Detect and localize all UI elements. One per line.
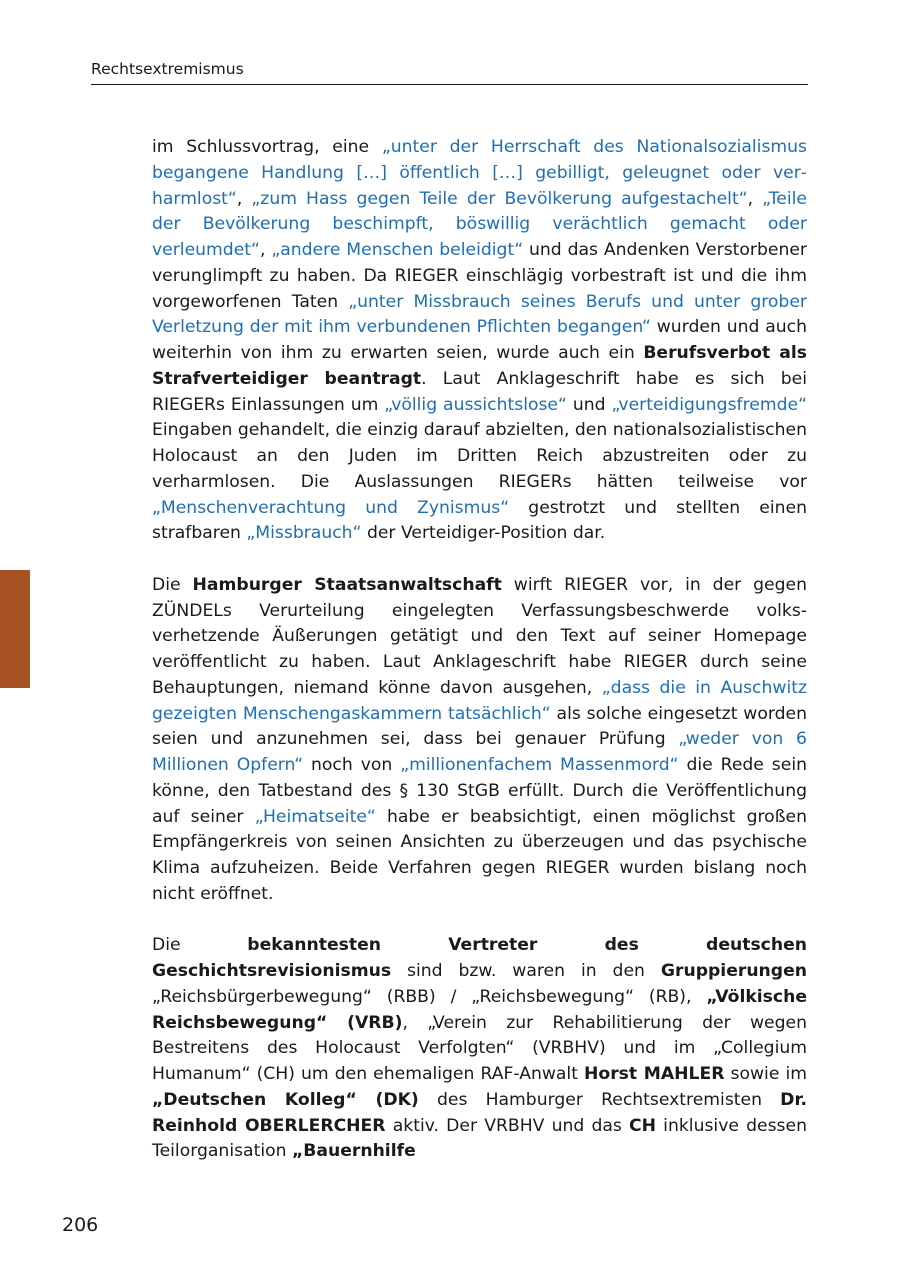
text-segment: , (259, 240, 272, 260)
bold-segment: Gruppierungen (660, 961, 807, 981)
text-segment: sowie im (724, 1064, 807, 1084)
text-segment: des Hamburger Rechtsextremisten (418, 1089, 781, 1110)
text-segment: , „Verein zur Rehabilitierung der wegen Bestreitens des Holocaust Verfolgten“ (VRBHV) und im „Collegium Humanum“ (CH) um den ehemaligen RAF-Anwalt (152, 1012, 807, 1084)
quote-segment: „unter der Herrschaft des Nationalsozialismus begangene Handlung […] öffentlich […] gebilligt, geleugnet oder verharmlost“ (152, 137, 807, 209)
running-header: Rechtsextremismus (91, 60, 244, 78)
bold-segment: „Deutschen Kolleg“ (DK) (152, 1089, 419, 1110)
text-segment: , (236, 188, 252, 209)
text-segment: Eingaben gehandelt, die einzig darauf abzielten, den nationalsozialistischen Holocaust an den Juden im Dritten Reich abzustreiten oder zu verharmlosen. Die Auslassungen RIEGERs hätten teilweise vor (152, 420, 807, 492)
bold-segment: „Völkische Reichsbewegung“ (VRB) (152, 986, 807, 1033)
text-segment: die Rede sein könne, den Tatbestand des § 130 StGB erfüllt. Durch die Veröffentlichung auf seiner (152, 755, 807, 827)
quote-segment: „weder von 6 Millionen Opfern“ (152, 729, 807, 775)
bold-segment: Berufsverbot als Strafverteidiger beantragt (152, 343, 807, 389)
text-segment: im Schlussvortrag, eine (152, 137, 382, 157)
text-segment: und (566, 394, 612, 415)
quote-segment: „Missbrauch“ (246, 523, 362, 544)
text-segment: wirft RIEGER vor, in der gegen ZÜNDELs Verurteilung eingelegten Verfassungsbeschwerde volksverhetzende Äußerungen getätigt und den Text auf seiner Homepage veröffentlicht zu haben. Laut Anklageschrift habe RIEGER durch seine Behauptungen, niemand könne davon ausgehen, (152, 574, 807, 698)
quote-segment: „andere Menschen beleidigt“ (271, 240, 524, 260)
text-segment: , (747, 188, 763, 209)
paragraph-3 (152, 933, 807, 1165)
text-segment: habe er beabsichtigt, einen möglichst großen Empfängerkreis von seinen Ansichten zu überzeugen und das psychische Klima aufzuheizen. Beide Verfahren gegen RIEGER wurden bislang noch nicht eröffnet. (152, 806, 807, 904)
quote-segment: „dass die in Auschwitz gezeigten Menschengaskammern tatsächlich“ (152, 677, 807, 724)
quote-segment: „millionenfachem Massenmord“ (400, 755, 679, 775)
paragraph-2 (152, 573, 807, 908)
quote-segment: „völlig aussichtslose“ (384, 394, 567, 415)
quote-segment: „Menschenverachtung und Zynismus“ (152, 497, 510, 518)
text-segment: wurden und auch weiterhin von ihm zu erwarten seien, wurde auch ein (152, 317, 808, 363)
bold-segment: CH (629, 1115, 657, 1136)
text-segment: gestrotzt und stellten einen strafbaren (152, 497, 808, 544)
quote-segment: „unter Missbrauch seines Berufs und unter grober Verletzung der mit ihm verbundenen Pflichten begangen“ (152, 291, 807, 338)
bold-segment: Horst MAHLER (584, 1064, 725, 1084)
text-segment: noch von (303, 755, 401, 775)
quote-segment: „verteidigungsfremde“ (611, 394, 807, 415)
bold-segment: bekanntesten Vertreter des deutschen Geschichtsrevisionismus (152, 935, 807, 981)
bold-segment: Hamburger Staatsanwaltschaft (192, 574, 502, 595)
quote-segment: „zum Hass gegen Teile der Bevölkerung aufgestachelt“ (251, 188, 748, 209)
text-segment: „Reichsbürgerbewegung“ (RBB) / „Reichsbewegung“ (RB), (152, 986, 707, 1007)
bold-segment: „Bauernhilfe (291, 1141, 416, 1162)
quote-segment: „Heimatseite“ (254, 806, 376, 827)
text-segment: aktiv. Der VRBHV und das (385, 1115, 630, 1136)
body-text (152, 135, 807, 1191)
paragraph-1 (152, 135, 807, 547)
text-segment: als solche eingesetzt worden seien und anzunehmen sei, dass bei genauer Prüfung (152, 703, 807, 750)
text-segment: der Verteidiger-Position dar. (361, 523, 606, 544)
chapter-thumb-tab (0, 570, 30, 688)
quote-segment: „Teile der Bevölkerung beschimpft, böswillig verächtlich gemacht oder verleumdet“ (152, 188, 807, 260)
text-segment: Die (152, 574, 193, 595)
header-rule (91, 84, 808, 85)
text-segment: und das Andenken Verstorbener verunglimpft zu haben. Da RIEGER einschlägig vorbestraft ist und die ihm vorgeworfenen Taten (152, 240, 807, 312)
text-segment: sind bzw. waren in den (391, 961, 661, 981)
text-segment: Die (152, 935, 248, 956)
text-segment: . Laut Anklageschrift habe es sich bei RIEGERs Einlassungen um (152, 368, 808, 415)
text-segment: inklusive dessen Teilorganisation (152, 1115, 807, 1162)
bold-segment: Dr. Reinhold OBERLERCHER (152, 1089, 807, 1136)
page-number: 206 (62, 1214, 99, 1236)
